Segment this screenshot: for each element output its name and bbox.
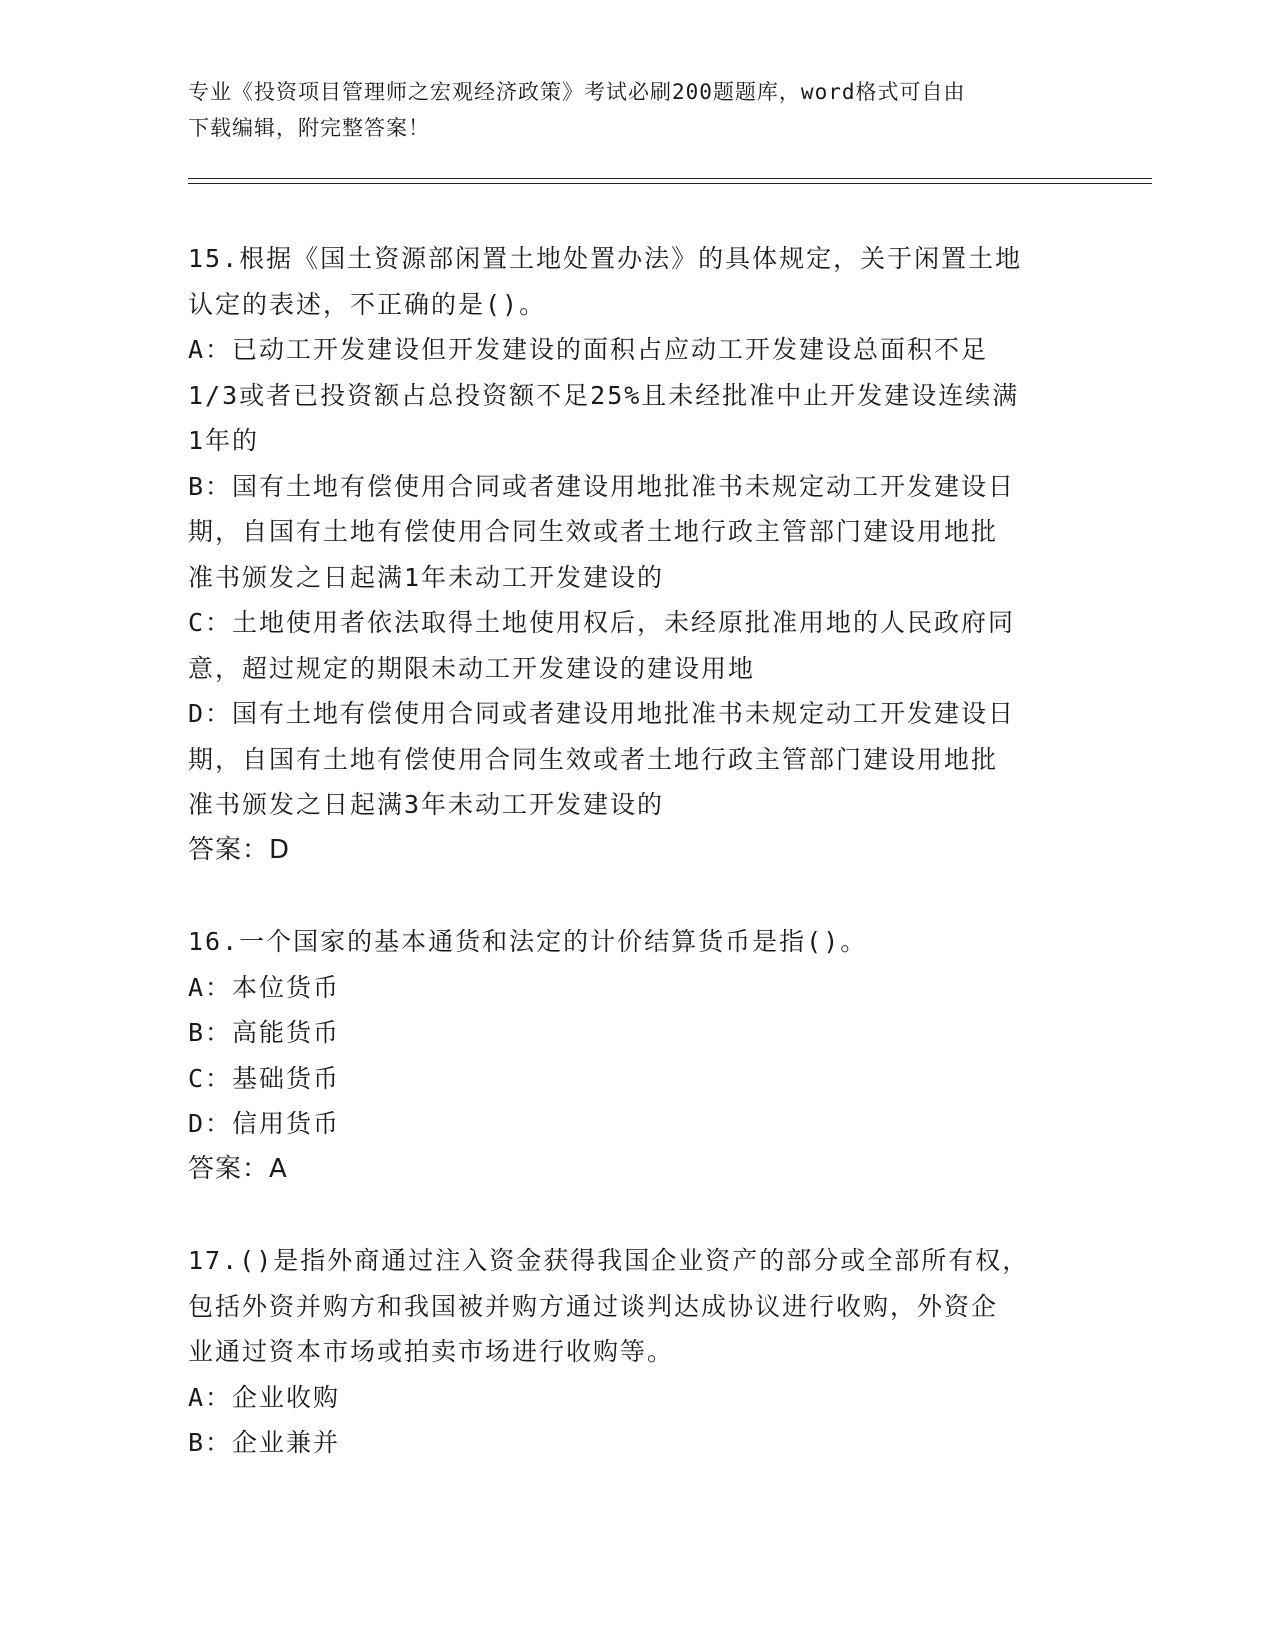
question-stem: 认定的表述，不正确的是()。 [188,289,547,319]
option-line: 期，自国有土地有偿使用合同生效或者土地行政主管部门建设用地批 [188,517,999,546]
option-line: 1/3或者已投资额占总投资额不足25%且未经批准中止开发建设连续满 [188,380,1020,410]
option-line: D：信用货币 [188,1109,341,1138]
question-list [188,236,1068,1512]
question-stem: 15.根据《国土资源部闲置土地处置办法》的具体规定，关于闲置土地 [188,244,1023,273]
option-line: C：基础货币 [188,1063,341,1093]
option-line: B：国有土地有偿使用合同或者建设用地批准书未规定动工开发建设日 [188,471,1016,501]
document-header [188,74,1088,146]
option-line: 准书颁发之日起满1年未动工开发建设的 [188,562,665,592]
question-stem: 包括外资并购方和我国被并购方通过谈判达成协议进行收购，外资企 [188,1291,999,1321]
header-line: 下载编辑，附完整答案！ [188,116,430,140]
question-17 [188,1238,1068,1466]
header-rule-bottom [188,183,1152,184]
answer-line: 答案：A [188,1153,288,1184]
question-stem: 17.()是指外商通过注入资金获得我国企业资产的部分或全部所有权， [188,1246,1030,1275]
question-stem: 16.一个国家的基本通货和法定的计价结算货币是指()。 [188,927,868,956]
header-rule-top [188,178,1152,179]
option-line: 意，超过规定的期限未动工开发建设的建设用地 [188,653,756,683]
question-16 [188,919,1068,1192]
option-line: 期，自国有土地有偿使用合同生效或者土地行政主管部门建设用地批 [188,744,999,774]
question-stem: 业通过资本市场或拍卖市场进行收购等。 [188,1337,675,1366]
option-line: C：土地使用者依法取得土地使用权后，未经原批准用地的人民政府同 [188,608,1016,637]
option-line: B：企业兼并 [188,1428,341,1457]
header-line: 专业《投资项目管理师之宏观经济政策》考试必刷200题题库，word格式可自由 [188,80,966,104]
option-line: D：国有土地有偿使用合同或者建设用地批准书未规定动工开发建设日 [188,699,1016,728]
option-line: A：企业收购 [188,1382,341,1412]
answer-line: 答案：D [188,834,291,865]
option-line: 1年的 [188,426,260,455]
question-15 [188,236,1068,873]
option-line: A：已动工开发建设但开发建设的面积占应动工开发建设总面积不足 [188,335,989,364]
option-line: A：本位货币 [188,972,341,1002]
option-line: 准书颁发之日起满3年未动工开发建设的 [188,790,665,819]
option-line: B：高能货币 [188,1018,341,1047]
